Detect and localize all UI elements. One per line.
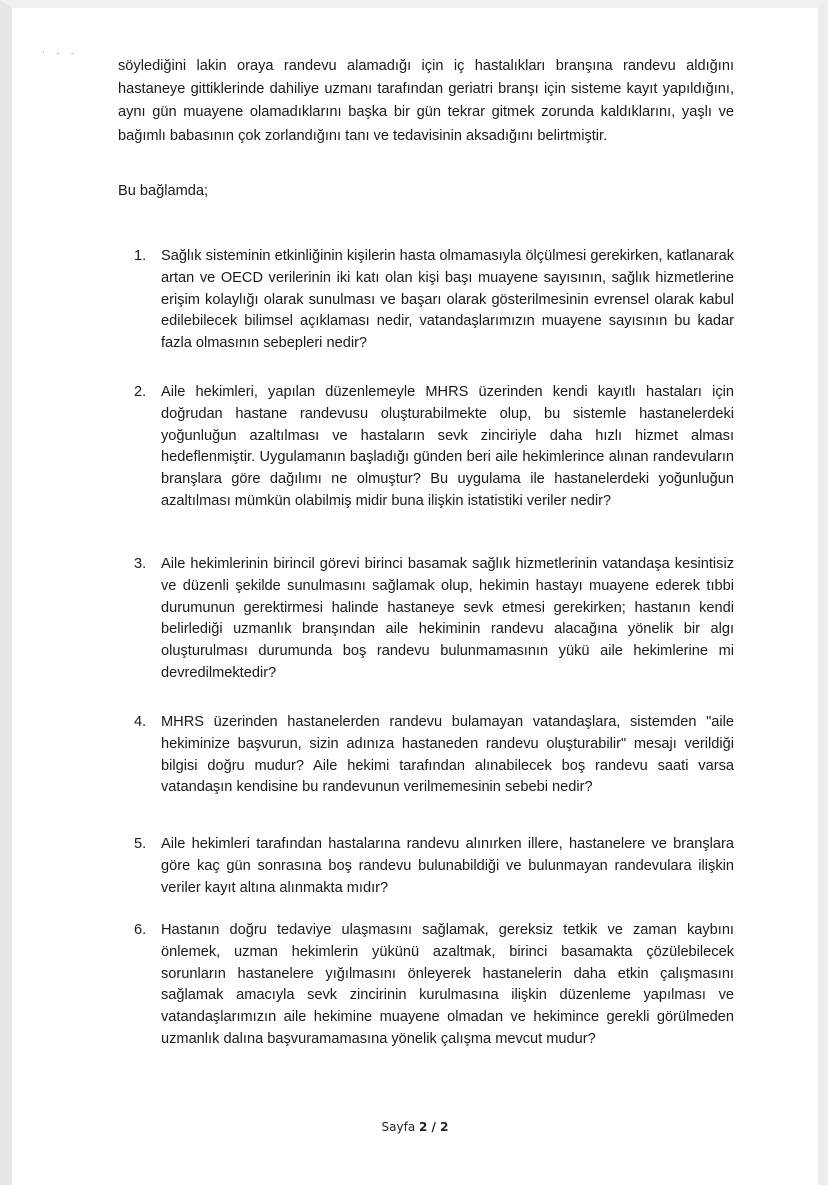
page-label: Sayfa xyxy=(381,1120,420,1134)
question-number: 1. xyxy=(134,248,147,264)
question-number: 6. xyxy=(134,922,147,938)
page-footer xyxy=(12,1120,818,1134)
question-item xyxy=(134,920,734,1051)
question-item xyxy=(134,382,734,513)
question-item xyxy=(134,834,734,899)
question-text: Hastanın doğru tedaviye ulaşmasını sağlamak, gereksiz tetkik ve zaman kaybını önlemek, uzman hekimlerin yükünü azaltmak, birinci basamakta çözülebilecek sorunların hastanelere yığılmasını önleyerek hastanelerin daha etkin çalışmasını sağlamak amacıyla sevk zincirinin kurulmasına ilişkin düzenleme yapılması ve vatandaşlarımızın aile hekimine muayene olmadan ve hekimince gerekli görülmeden uzmanlık dalına başvuramamasına yönelik çalışma mevcut mudur? xyxy=(161,922,734,1047)
scan-corner-mark: · ˗ ˗ xyxy=(42,48,78,59)
question-text: Aile hekimleri tarafından hastalarına randevu alınırken illere, hastanelere ve branşlara göre kaç gün sonrasına boş randevu bulunabildiği ve bulunmayan randevulara ilişkin veriler kayıt altına alınmakta mıdır? xyxy=(161,836,734,896)
question-text: Sağlık sisteminin etkinliğinin kişilerin hasta olmamasıyla ölçülmesi gerekirken, katlanarak artan ve OECD verilerinin iki katı olan kişi başı muayene sayısının, sağlık hizmetlerine erişim kolaylığı olarak sunulması ve başarı olarak gösterilmesinin evrensel olarak kabul edilebilecek bilimsel açıklaması nedir, vatandaşlarımızın muayene sayısının bu kadar fazla olmasının sebepleri nedir? xyxy=(161,248,734,352)
page-number: 2 / 2 xyxy=(419,1120,449,1134)
question-text: MHRS üzerinden hastanelerden randevu bulamayan vatandaşlara, sistemden "aile hekiminize başvurun, sizin adınıza hastaneden randevu oluşturabilir" mesajı verildiği bilgisi doğru mudur? Aile hekimi tarafından alınabilecek boş randevu saati varsa vatandaşın kendisine bu randevunun verilmemesinin sebebi nedir? xyxy=(161,714,734,796)
question-item xyxy=(134,712,734,799)
question-text: Aile hekimlerinin birincil görevi birinci basamak sağlık hizmetlerinin vatandaşa kesintisiz ve düzenli şekilde sunulmasını sağlamak olup, hekimin hastayı muayene ederek tıbbi durumunun gerektirmesi halinde hastaneye sevk etmesi gerekirken; hastanın kendi belirlediği uzmanlık branşından aile hekiminin randevu alacağına yönelik bir algı oluşturulması durumunda boş randevu bulunmamasının yükü aile hekimlerine mi devredilmektedir? xyxy=(161,556,734,681)
intro-paragraph: söylediğini lakin oraya randevu alamadığı için iç hastalıkları branşına randevu aldığını hastaneye gittiklerinde dahiliye uzmanı tarafından geriatri branşı için sisteme kayıt yapıldığını, aynı gün muayene olamadıklarını başka bir gün tekrar gitmek zorunda kaldıklarını, yaşlı ve bağımlı babasının çok zorlandığını tanı ve tedavisinin aksadığını belirtmiştir. xyxy=(118,58,734,144)
context-line: Bu bağlamda; xyxy=(118,183,209,199)
question-number: 5. xyxy=(134,836,147,852)
question-number: 4. xyxy=(134,714,147,730)
question-number: 2. xyxy=(134,384,147,400)
question-number: 3. xyxy=(134,556,147,572)
question-item xyxy=(134,246,734,355)
question-text: Aile hekimleri, yapılan düzenlemeyle MHRS üzerinden kendi kayıtlı hastaları için doğrudan hastane randevusu oluşturabilmekte olup, bu sistemle hastanelerdeki yoğunluğun azaltılması ve hastaların sevk zinciriyle daha hızlı hizmet alması hedeflenmiştir. Uygulamanın başladığı günden beri aile hekimlerince alınan randevuların branşlara göre dağılımı ne olmuştur? Bu uygulama ile hastanelerdeki yoğunluğun azaltılması mümkün olabilmiş midir buna ilişkin istatistiki veriler nedir? xyxy=(161,384,734,509)
question-item xyxy=(134,554,734,685)
